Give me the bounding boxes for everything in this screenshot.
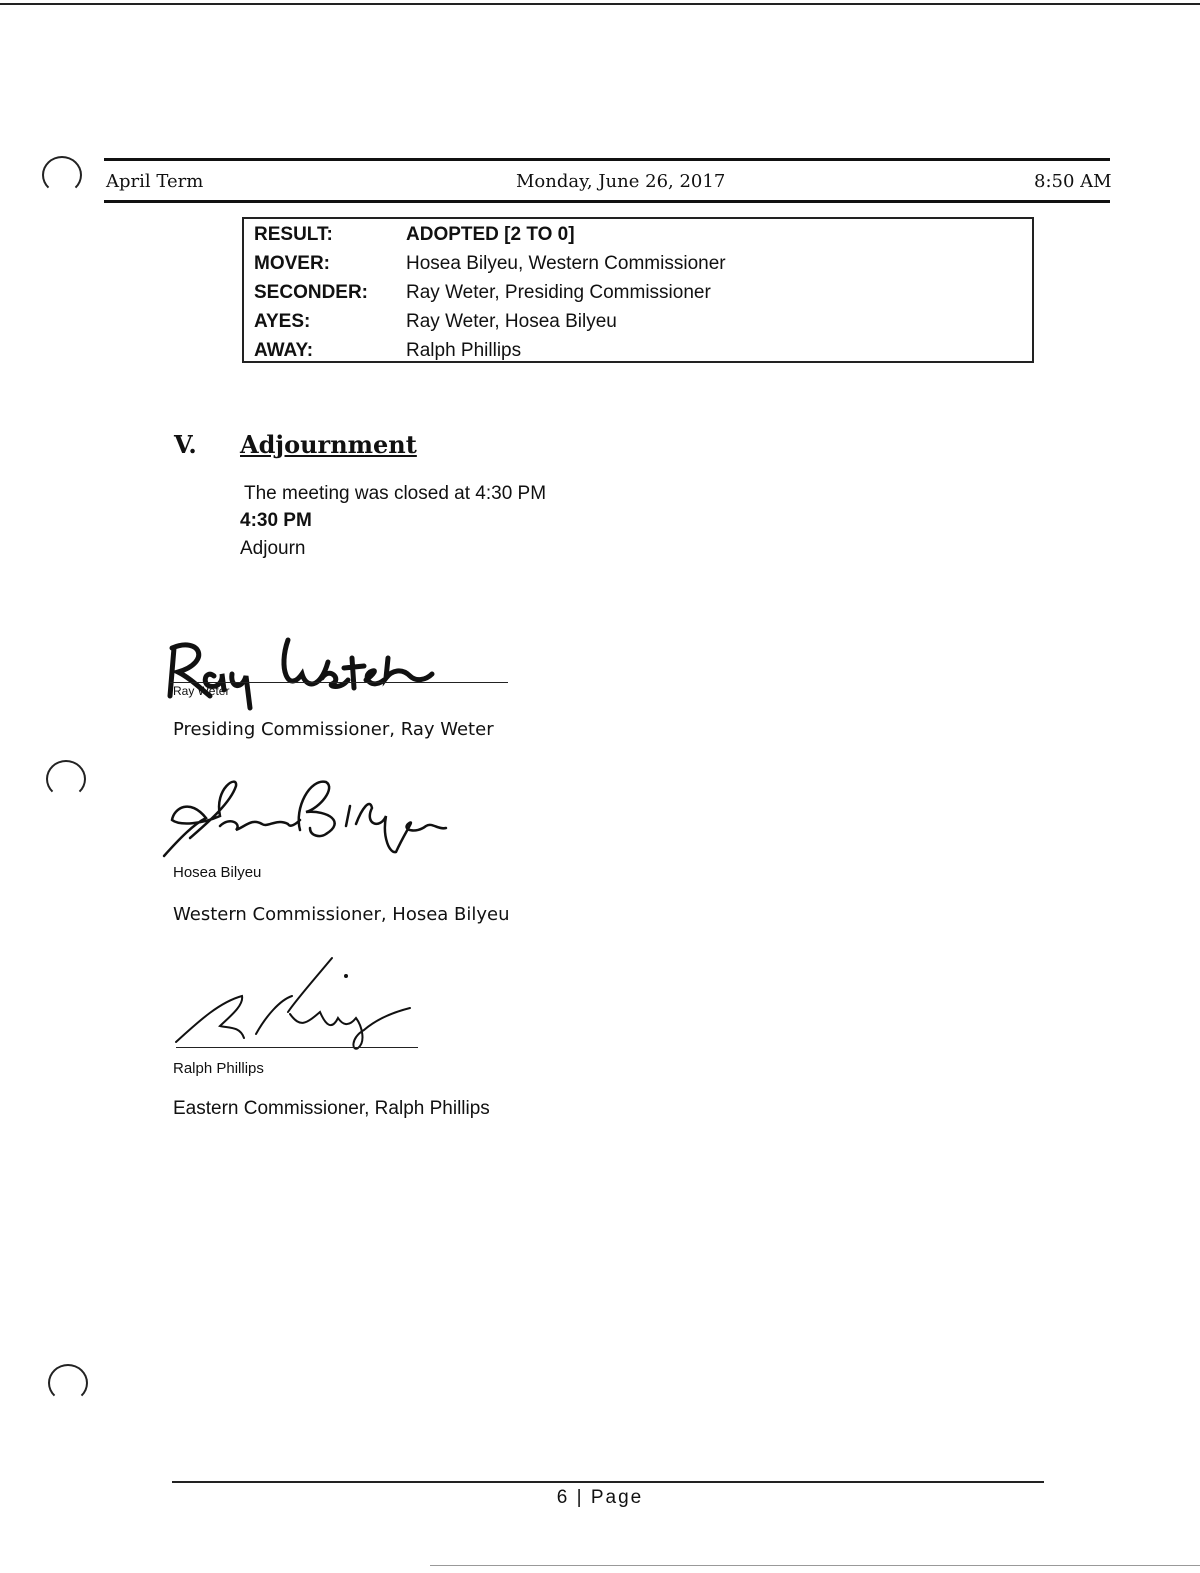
- header-rule-top: [104, 158, 1110, 161]
- header-term: April Term: [106, 171, 204, 192]
- vote-value: Ray Weter, Hosea Bilyeu: [406, 311, 617, 332]
- signatory-title: Eastern Commissioner, Ralph Phillips: [173, 1098, 490, 1119]
- punch-hole-bottom: [48, 1364, 88, 1402]
- adjourn-time: 4:30 PM: [240, 510, 312, 531]
- vote-result-box: [242, 217, 1034, 363]
- vote-label: AWAY:: [254, 340, 314, 361]
- header-time: 8:50 AM: [1034, 171, 1112, 192]
- section-title: Adjournment: [240, 430, 417, 459]
- vote-label: MOVER:: [254, 253, 330, 274]
- header-rule-bottom: [104, 200, 1110, 203]
- signature-ray-weter: [160, 618, 460, 714]
- vote-value: ADOPTED [2 TO 0]: [406, 224, 575, 245]
- signature-ralph-phillips: [170, 956, 420, 1052]
- signature-line: [170, 682, 508, 683]
- vote-value: Ray Weter, Presiding Commissioner: [406, 282, 711, 303]
- vote-label: SECONDER:: [254, 282, 369, 303]
- signature-printed-name: Ray Weter: [173, 684, 230, 698]
- closing-note: The meeting was closed at 4:30 PM: [244, 483, 547, 504]
- signatory-title: Presiding Commissioner, Ray Weter: [173, 719, 494, 740]
- page-number: 6 | Page: [556, 1487, 644, 1508]
- signature-printed-name: Ralph Phillips: [173, 1060, 264, 1077]
- vote-label: AYES:: [254, 311, 311, 332]
- signatory-title: Western Commissioner, Hosea Bilyeu: [173, 904, 510, 925]
- vote-value: Ralph Phillips: [406, 340, 522, 361]
- punch-hole-top: [42, 156, 82, 194]
- adjourn-item: Adjourn: [240, 538, 306, 559]
- vote-label: RESULT:: [254, 224, 333, 245]
- punch-hole-middle: [46, 760, 86, 798]
- scan-bottom-edge: [430, 1565, 1200, 1566]
- header-date: Monday, June 26, 2017: [516, 171, 726, 192]
- footer-rule: [172, 1481, 1044, 1483]
- section-number: V.: [174, 430, 197, 459]
- signature-printed-name: Hosea Bilyeu: [173, 864, 262, 881]
- signature-line: [176, 1047, 418, 1048]
- signature-hosea-bilyeu: [150, 768, 460, 860]
- vote-value: Hosea Bilyeu, Western Commissioner: [406, 253, 726, 274]
- scan-top-edge: [0, 3, 1200, 5]
